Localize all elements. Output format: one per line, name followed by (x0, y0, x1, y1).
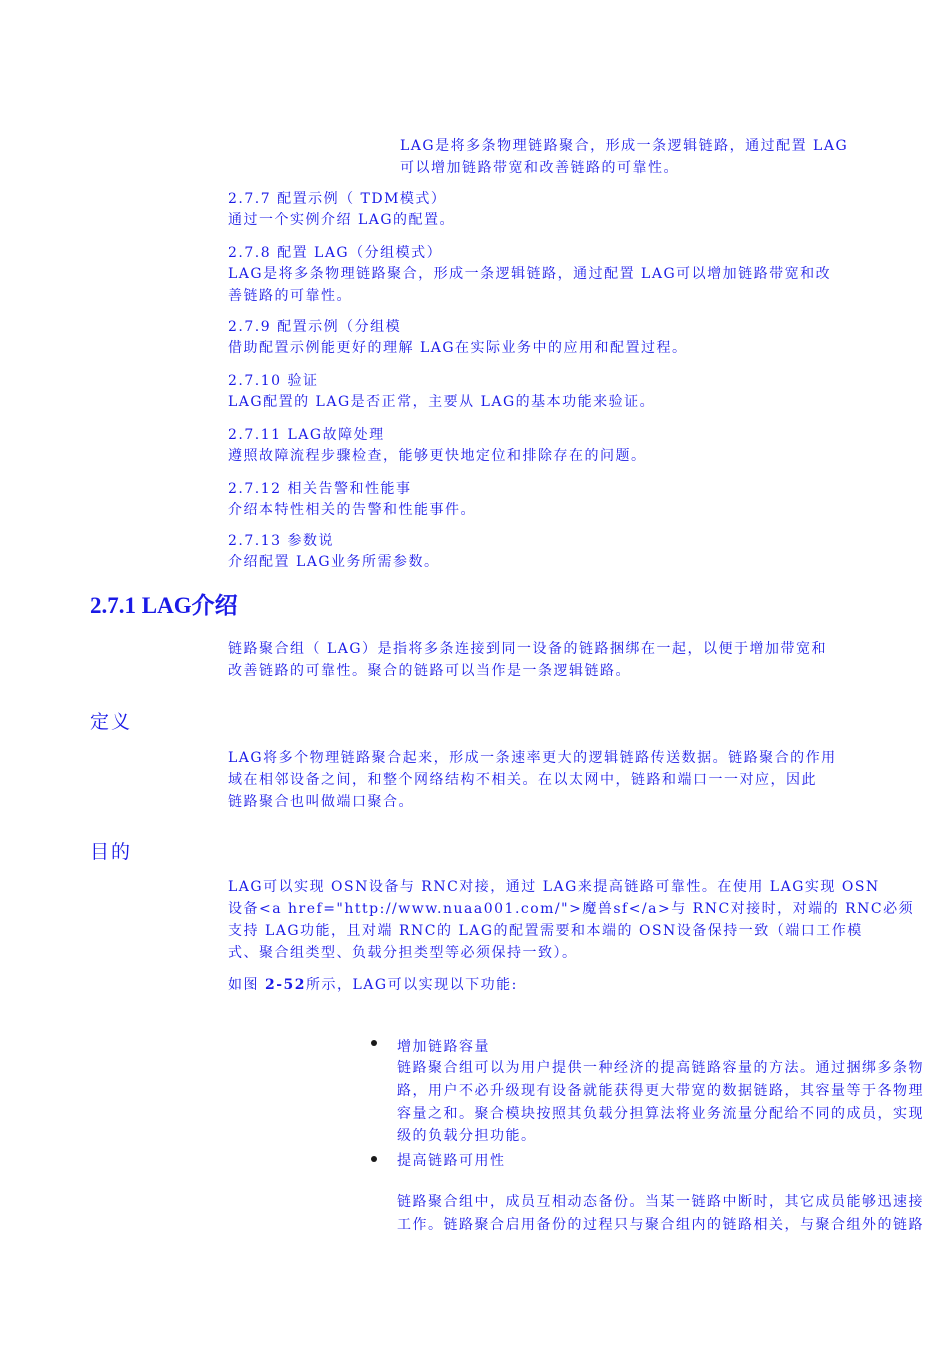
purpose-line-1: LAG可以实现 OSN设备与 RNC对接，通过 LAG来提高链路可靠性。在使用 LAG实现 OSN (228, 879, 880, 895)
toc-desc-2-7-9: 借助配置示例能更好的理解 LAG在实际业务中的应用和配置过程。 (228, 340, 688, 356)
section-title: 2.7.1 LAG介绍 (90, 593, 238, 618)
bullet-1-line-4: 级的负载分担功能。 (397, 1128, 537, 1144)
bullet-2-title: 提高链路可用性 (397, 1153, 506, 1169)
figure-ref-link[interactable]: 2-52 (264, 977, 306, 993)
toc-heading-2-7-10[interactable]: 2.7.10 验证 (228, 373, 319, 389)
toc-heading-2-7-8[interactable]: 2.7.8 配置 LAG（分组模式） (228, 245, 443, 261)
toc-heading-2-7-12[interactable]: 2.7.12 相关告警和性能事 (228, 481, 412, 497)
bullet-1-title: 增加链路容量 (397, 1039, 490, 1055)
definition-heading: 定义 (90, 711, 133, 733)
toc-desc-2-7-13: 介绍配置 LAG业务所需参数。 (228, 554, 440, 570)
toc-desc-2-7-7: 通过一个实例介绍 LAG的配置。 (228, 212, 456, 228)
toc-desc-2-7-12: 介绍本特性相关的告警和性能事件。 (228, 502, 476, 518)
section-intro-line-1: 链路聚合组（ LAG）是指将多条连接到同一设备的链路捆绑在一起，以便于增加带宽和 (228, 641, 828, 657)
toc-heading-2-7-9[interactable]: 2.7.9 配置示例（分组模 (228, 319, 402, 335)
bullet-dot-icon (371, 1040, 377, 1046)
toc-desc-2-7-10: LAG配置的 LAG是否正常，主要从 LAG的基本功能来验证。 (228, 394, 656, 410)
toc-desc-2-7-8-line-1: LAG是将多条物理链路聚合，形成一条逻辑链路，通过配置 LAG可以增加链路带宽和改 (228, 266, 832, 282)
toc-heading-2-7-11[interactable]: 2.7.11 LAG故障处理 (228, 427, 385, 443)
bullet-2-line-2: 工作。链路聚合启用备份的过程只与聚合组内的链路相关，与聚合组外的链路 (397, 1217, 924, 1233)
intro-line-2: 可以增加链路带宽和改善链路的可靠性。 (400, 160, 679, 176)
bullet-1-line-1: 链路聚合组可以为用户提供一种经济的提高链路容量的方法。通过捆绑多条物 (397, 1060, 924, 1076)
bullet-1-line-2: 路，用户不必升级现有设备就能获得更大带宽的数据链路，其容量等于各物理 (397, 1083, 924, 1099)
figure-ref-prefix: 如图 (228, 977, 265, 993)
section-intro-line-2: 改善链路的可靠性。聚合的链路可以当作是一条逻辑链路。 (228, 663, 631, 679)
bullet-2-line-1: 链路聚合组中，成员互相动态备份。当某一链路中断时，其它成员能够迅速接 (397, 1194, 924, 1210)
bullet-dot-icon (371, 1156, 377, 1162)
definition-line-3: 链路聚合也叫做端口聚合。 (228, 794, 414, 810)
definition-line-2: 域在相邻设备之间，和整个网络结构不相关。在以太网中，链路和端口一一对应，因此 (228, 772, 817, 788)
purpose-heading: 目的 (90, 841, 133, 863)
intro-line-1: LAG是将多条物理链路聚合，形成一条逻辑链路，通过配置 LAG (400, 138, 849, 154)
toc-heading-2-7-13[interactable]: 2.7.13 参数说 (228, 533, 334, 549)
purpose-line-4: 式、聚合组类型、负载分担类型等必须保持一致）。 (228, 945, 578, 961)
toc-desc-2-7-8-line-2: 善链路的可靠性。 (228, 288, 352, 304)
figure-ref-suffix: 所示，LAG可以实现以下功能: (306, 977, 518, 993)
definition-line-1: LAG将多个物理链路聚合起来，形成一条速率更大的逻辑链路传送数据。链路聚合的作用 (228, 750, 837, 766)
purpose-line-3: 支持 LAG功能，且对端 RNC的 LAG的配置需要和本端的 OSN设备保持一致（端口工作模 (228, 923, 863, 939)
figure-reference-sentence (228, 974, 518, 996)
purpose-line-2: 设备<a href="http://www.nuaa001.com/">魔兽sf</a>与 RNC对接时，对端的 RNC必须 (228, 901, 915, 917)
bullet-1-line-3: 容量之和。聚合模块按照其负载分担算法将业务流量分配给不同的成员，实现 (397, 1106, 924, 1122)
toc-heading-2-7-7[interactable]: 2.7.7 配置示例（ TDM模式） (228, 191, 447, 207)
toc-desc-2-7-11: 遵照故障流程步骤检查，能够更快地定位和排除存在的问题。 (228, 448, 647, 464)
